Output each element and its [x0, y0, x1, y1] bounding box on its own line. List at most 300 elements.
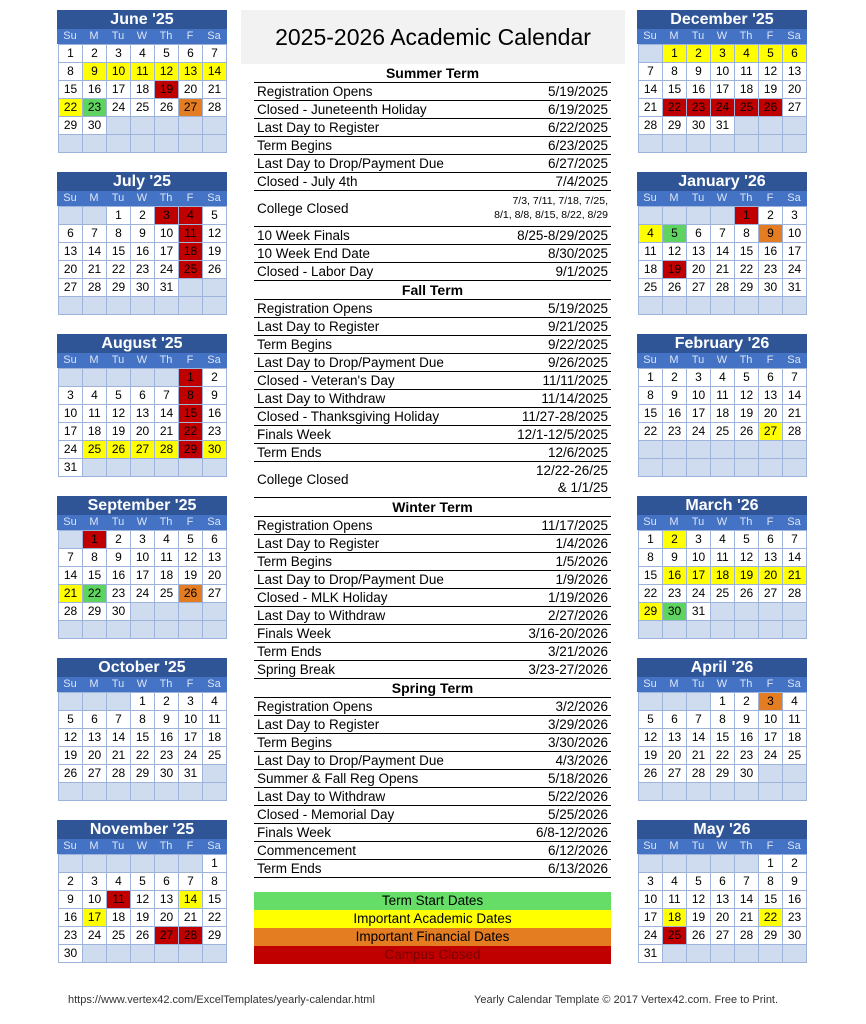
day-cell: 13	[782, 62, 807, 81]
day-cell: 8	[734, 224, 759, 243]
day-cell: 24	[638, 926, 663, 945]
day-cell: 25	[734, 98, 759, 117]
weekday-label: Su	[643, 678, 657, 690]
day-cell: 18	[130, 80, 155, 99]
event-row	[254, 589, 611, 607]
empty-cell	[758, 764, 783, 783]
empty-cell	[202, 116, 227, 135]
day-cell: 10	[58, 404, 83, 423]
day-cell: 23	[154, 746, 179, 765]
day-cell: 23	[82, 98, 107, 117]
weekday-header	[637, 29, 807, 44]
day-cell: 1	[710, 692, 735, 711]
empty-cell	[758, 602, 783, 621]
empty-cell	[178, 944, 203, 963]
legend	[254, 892, 611, 964]
day-cell: 24	[178, 746, 203, 765]
day-grid	[57, 692, 227, 800]
empty-cell	[82, 134, 107, 153]
event-label: Closed - Thanksgiving Holiday	[257, 409, 440, 424]
day-cell: 28	[782, 584, 807, 603]
day-cell: 27	[154, 926, 179, 945]
day-cell: 14	[782, 548, 807, 567]
weekday-label: M	[669, 192, 679, 204]
event-date: 6/12/2026	[547, 843, 608, 858]
empty-cell	[82, 296, 107, 315]
day-cell: 18	[734, 80, 759, 99]
day-cell: 24	[686, 422, 711, 441]
empty-cell	[734, 782, 759, 801]
event-row	[254, 571, 611, 589]
empty-cell	[130, 368, 155, 387]
empty-cell	[154, 944, 179, 963]
day-cell: 5	[662, 224, 687, 243]
day-cell: 23	[686, 98, 711, 117]
day-cell: 7	[638, 62, 663, 81]
weekday-label: Sa	[787, 516, 801, 528]
day-cell: 8	[178, 386, 203, 405]
day-cell: 24	[686, 584, 711, 603]
empty-cell	[662, 944, 687, 963]
day-cell: 27	[662, 764, 687, 783]
weekday-header	[637, 515, 807, 530]
day-cell: 19	[58, 746, 83, 765]
day-cell: 2	[106, 530, 131, 549]
weekday-label: M	[89, 354, 99, 366]
day-cell: 20	[782, 80, 807, 99]
day-cell: 24	[106, 98, 131, 117]
empty-cell	[710, 782, 735, 801]
day-cell: 15	[662, 80, 687, 99]
event-date: 12/1-12/5/2025	[517, 427, 608, 442]
day-cell: 7	[202, 44, 227, 63]
day-cell: 7	[782, 530, 807, 549]
day-cell: 9	[662, 548, 687, 567]
month-jul	[57, 172, 227, 314]
weekday-label: F	[186, 354, 194, 366]
day-grid	[57, 530, 227, 638]
day-cell: 11	[782, 710, 807, 729]
event-label: Closed - Veteran's Day	[257, 373, 395, 388]
empty-cell	[106, 458, 131, 477]
event-row	[254, 643, 611, 661]
day-cell: 31	[638, 944, 663, 963]
event-row	[254, 444, 611, 462]
day-cell: 7	[154, 386, 179, 405]
weekday-label: Th	[159, 192, 173, 204]
day-cell: 31	[58, 458, 83, 477]
month-header: December '25	[637, 10, 807, 29]
day-cell: 16	[734, 728, 759, 747]
day-cell: 30	[662, 602, 687, 621]
weekday-label: Tu	[111, 516, 125, 528]
day-cell: 6	[58, 224, 83, 243]
day-cell: 15	[130, 728, 155, 747]
weekday-label: Su	[643, 192, 657, 204]
empty-cell	[58, 206, 83, 225]
empty-cell	[710, 296, 735, 315]
day-cell: 21	[154, 422, 179, 441]
day-cell: 16	[782, 890, 807, 909]
day-grid	[637, 206, 807, 314]
day-cell: 12	[106, 404, 131, 423]
empty-cell	[130, 854, 155, 873]
day-cell: 19	[130, 908, 155, 927]
day-cell: 17	[106, 80, 131, 99]
event-label: Finals Week	[257, 825, 332, 840]
day-cell: 16	[154, 728, 179, 747]
event-date: 3/23-27/2026	[528, 662, 608, 677]
day-cell: 20	[82, 746, 107, 765]
empty-cell	[734, 116, 759, 135]
day-cell: 1	[130, 692, 155, 711]
day-cell: 29	[758, 926, 783, 945]
weekday-label: Sa	[207, 840, 221, 852]
day-cell: 20	[154, 908, 179, 927]
day-cell: 24	[82, 926, 107, 945]
term-heading: Fall Term	[254, 281, 611, 300]
event-date: 11/17/2025	[541, 518, 608, 533]
day-cell: 26	[106, 440, 131, 459]
day-cell: 13	[686, 242, 711, 261]
day-cell: 19	[758, 80, 783, 99]
day-cell: 23	[734, 746, 759, 765]
empty-cell	[782, 782, 807, 801]
day-grid	[57, 368, 227, 476]
day-cell: 5	[734, 368, 759, 387]
weekday-label: F	[186, 840, 194, 852]
empty-cell	[686, 620, 711, 639]
empty-cell	[82, 206, 107, 225]
event-date: 7/4/2025	[555, 174, 608, 189]
weekday-header	[57, 839, 227, 854]
empty-cell	[130, 134, 155, 153]
event-date: 1/4/2026	[555, 536, 608, 551]
empty-cell	[202, 782, 227, 801]
empty-cell	[106, 116, 131, 135]
empty-cell	[758, 116, 783, 135]
event-row	[254, 661, 611, 679]
event-date: 1/9/2026	[555, 572, 608, 587]
weekday-label: W	[136, 516, 148, 528]
day-cell: 30	[734, 764, 759, 783]
event-row	[254, 372, 611, 390]
empty-cell	[202, 944, 227, 963]
empty-cell	[202, 620, 227, 639]
day-cell: 20	[686, 260, 711, 279]
day-cell: 6	[758, 368, 783, 387]
day-cell: 26	[58, 764, 83, 783]
weekday-label: M	[669, 516, 679, 528]
weekday-label: F	[766, 678, 774, 690]
weekday-label: W	[136, 192, 148, 204]
month-may	[637, 820, 807, 962]
empty-cell	[58, 530, 83, 549]
day-cell: 7	[82, 224, 107, 243]
day-cell: 22	[58, 98, 83, 117]
day-cell: 22	[710, 746, 735, 765]
day-cell: 22	[662, 98, 687, 117]
day-cell: 22	[106, 260, 131, 279]
event-label: Last Day to Withdraw	[257, 608, 386, 623]
day-cell: 16	[758, 242, 783, 261]
day-cell: 11	[734, 62, 759, 81]
day-cell: 28	[58, 602, 83, 621]
day-cell: 8	[638, 386, 663, 405]
empty-cell	[638, 782, 663, 801]
empty-cell	[782, 620, 807, 639]
empty-cell	[734, 134, 759, 153]
day-cell: 10	[106, 62, 131, 81]
day-cell: 23	[106, 584, 131, 603]
day-cell: 13	[178, 62, 203, 81]
empty-cell	[154, 116, 179, 135]
day-cell: 14	[638, 80, 663, 99]
event-date: 5/19/2025	[547, 84, 608, 99]
event-date: 5/22/2026	[547, 789, 608, 804]
day-cell: 28	[106, 764, 131, 783]
day-cell: 9	[202, 386, 227, 405]
empty-cell	[58, 854, 83, 873]
weekday-label: Su	[643, 516, 657, 528]
day-cell: 13	[202, 548, 227, 567]
month-jun	[57, 10, 227, 152]
weekday-label: Sa	[787, 30, 801, 42]
day-cell: 9	[82, 62, 107, 81]
term-heading: Summer Term	[254, 64, 611, 83]
empty-cell	[662, 854, 687, 873]
day-cell: 14	[782, 386, 807, 405]
empty-cell	[782, 116, 807, 135]
day-cell: 2	[202, 368, 227, 387]
day-cell: 2	[734, 692, 759, 711]
empty-cell	[734, 440, 759, 459]
event-label: Registration Opens	[257, 699, 373, 714]
day-cell: 13	[710, 890, 735, 909]
event-date: 6/23/2025	[547, 138, 608, 153]
event-row	[254, 101, 611, 119]
empty-cell	[710, 134, 735, 153]
empty-cell	[782, 602, 807, 621]
day-cell: 2	[782, 854, 807, 873]
day-cell: 4	[710, 368, 735, 387]
weekday-label: Su	[63, 192, 77, 204]
day-cell: 21	[82, 260, 107, 279]
day-cell: 9	[130, 224, 155, 243]
day-cell: 14	[734, 890, 759, 909]
empty-cell	[178, 602, 203, 621]
weekday-label: Su	[63, 516, 77, 528]
empty-cell	[58, 296, 83, 315]
day-cell: 27	[130, 440, 155, 459]
day-cell: 11	[154, 548, 179, 567]
weekday-label: Th	[739, 840, 753, 852]
day-cell: 13	[758, 548, 783, 567]
event-row	[254, 462, 611, 498]
day-cell: 25	[82, 440, 107, 459]
empty-cell	[178, 278, 203, 297]
day-cell: 3	[758, 692, 783, 711]
event-date: 5/19/2025	[547, 301, 608, 316]
event-date: 8/30/2025	[547, 246, 608, 261]
event-label: Spring Break	[257, 662, 336, 677]
empty-cell	[106, 620, 131, 639]
day-cell: 1	[58, 44, 83, 63]
event-label: Finals Week	[257, 626, 332, 641]
weekday-label: Tu	[691, 678, 705, 690]
day-cell: 10	[710, 62, 735, 81]
empty-cell	[82, 944, 107, 963]
weekday-header	[57, 677, 227, 692]
weekday-label: M	[89, 192, 99, 204]
month-apr	[637, 658, 807, 800]
empty-cell	[710, 440, 735, 459]
day-cell: 7	[58, 548, 83, 567]
event-label: Closed - Labor Day	[257, 264, 374, 279]
day-cell: 19	[202, 242, 227, 261]
weekday-label: Sa	[207, 678, 221, 690]
event-label: Summer & Fall Reg Opens	[257, 771, 419, 786]
day-cell: 25	[154, 584, 179, 603]
empty-cell	[758, 782, 783, 801]
term-heading: Spring Term	[254, 679, 611, 698]
day-cell: 4	[710, 530, 735, 549]
day-cell: 11	[106, 890, 131, 909]
day-grid	[637, 854, 807, 962]
day-cell: 6	[82, 710, 107, 729]
day-cell: 10	[686, 548, 711, 567]
day-cell: 29	[638, 602, 663, 621]
day-cell: 18	[710, 404, 735, 423]
day-cell: 9	[758, 224, 783, 243]
day-grid	[637, 530, 807, 638]
weekday-header	[637, 839, 807, 854]
day-cell: 1	[638, 368, 663, 387]
event-label: Commencement	[257, 843, 357, 858]
day-cell: 21	[638, 98, 663, 117]
day-cell: 10	[82, 890, 107, 909]
day-cell: 30	[130, 278, 155, 297]
empty-cell	[58, 368, 83, 387]
day-cell: 26	[662, 278, 687, 297]
day-cell: 3	[178, 692, 203, 711]
day-cell: 14	[686, 728, 711, 747]
event-row	[254, 390, 611, 408]
month-header: March '26	[637, 496, 807, 515]
day-cell: 17	[782, 242, 807, 261]
day-cell: 11	[82, 404, 107, 423]
day-cell: 22	[638, 584, 663, 603]
day-grid	[57, 854, 227, 962]
event-row	[254, 227, 611, 245]
day-cell: 21	[178, 908, 203, 927]
day-cell: 11	[202, 710, 227, 729]
day-cell: 23	[202, 422, 227, 441]
empty-cell	[202, 458, 227, 477]
event-label: Last Day to Drop/Payment Due	[257, 355, 444, 370]
day-cell: 21	[782, 566, 807, 585]
day-cell: 27	[758, 584, 783, 603]
empty-cell	[758, 134, 783, 153]
weekday-header	[57, 353, 227, 368]
empty-cell	[106, 368, 131, 387]
event-row	[254, 354, 611, 372]
day-cell: 15	[734, 242, 759, 261]
event-row	[254, 173, 611, 191]
weekday-label: Su	[63, 354, 77, 366]
footer-url[interactable]: https://www.vertex42.com/ExcelTemplates/yearly-calendar.html	[68, 994, 375, 1006]
day-cell: 5	[758, 44, 783, 63]
month-header: October '25	[57, 658, 227, 677]
empty-cell	[782, 134, 807, 153]
day-cell: 1	[662, 44, 687, 63]
event-label: Registration Opens	[257, 518, 373, 533]
day-cell: 28	[178, 926, 203, 945]
day-grid	[57, 44, 227, 152]
empty-cell	[638, 296, 663, 315]
day-cell: 12	[178, 548, 203, 567]
event-label: Term Begins	[257, 735, 333, 750]
event-row	[254, 770, 611, 788]
empty-cell	[154, 296, 179, 315]
day-cell: 22	[202, 908, 227, 927]
day-cell: 21	[782, 404, 807, 423]
event-date: 4/3/2026	[555, 753, 608, 768]
day-cell: 22	[758, 908, 783, 927]
day-cell: 14	[154, 404, 179, 423]
day-cell: 21	[734, 908, 759, 927]
empty-cell	[82, 368, 107, 387]
day-cell: 3	[710, 44, 735, 63]
month-dec	[637, 10, 807, 152]
weekday-label: Su	[63, 30, 77, 42]
weekday-label: Th	[159, 516, 173, 528]
day-cell: 4	[82, 386, 107, 405]
empty-cell	[58, 134, 83, 153]
empty-cell	[662, 458, 687, 477]
day-cell: 31	[154, 278, 179, 297]
event-date: 3/16-20/2026	[528, 626, 608, 641]
empty-cell	[106, 944, 131, 963]
day-cell: 16	[106, 566, 131, 585]
weekday-label: M	[89, 678, 99, 690]
empty-cell	[782, 440, 807, 459]
weekday-label: F	[186, 192, 194, 204]
event-date-line: 7/3, 7/11, 7/18, 7/25,	[512, 195, 608, 207]
day-cell: 6	[202, 530, 227, 549]
event-label: Finals Week	[257, 427, 332, 442]
day-cell: 5	[686, 872, 711, 891]
empty-cell	[686, 782, 711, 801]
event-label: Last Day to Withdraw	[257, 391, 386, 406]
event-date: 6/27/2025	[547, 156, 608, 171]
day-cell: 23	[662, 584, 687, 603]
event-date: 3/2/2026	[555, 699, 608, 714]
empty-cell	[638, 620, 663, 639]
empty-cell	[758, 944, 783, 963]
day-cell: 6	[782, 44, 807, 63]
empty-cell	[758, 620, 783, 639]
event-label: 10 Week End Date	[257, 246, 371, 261]
day-cell: 25	[782, 746, 807, 765]
day-cell: 30	[106, 602, 131, 621]
day-cell: 27	[58, 278, 83, 297]
day-cell: 10	[638, 890, 663, 909]
weekday-label: Th	[739, 678, 753, 690]
empty-cell	[638, 854, 663, 873]
event-date: 11/14/2025	[541, 391, 608, 406]
day-cell: 10	[782, 224, 807, 243]
